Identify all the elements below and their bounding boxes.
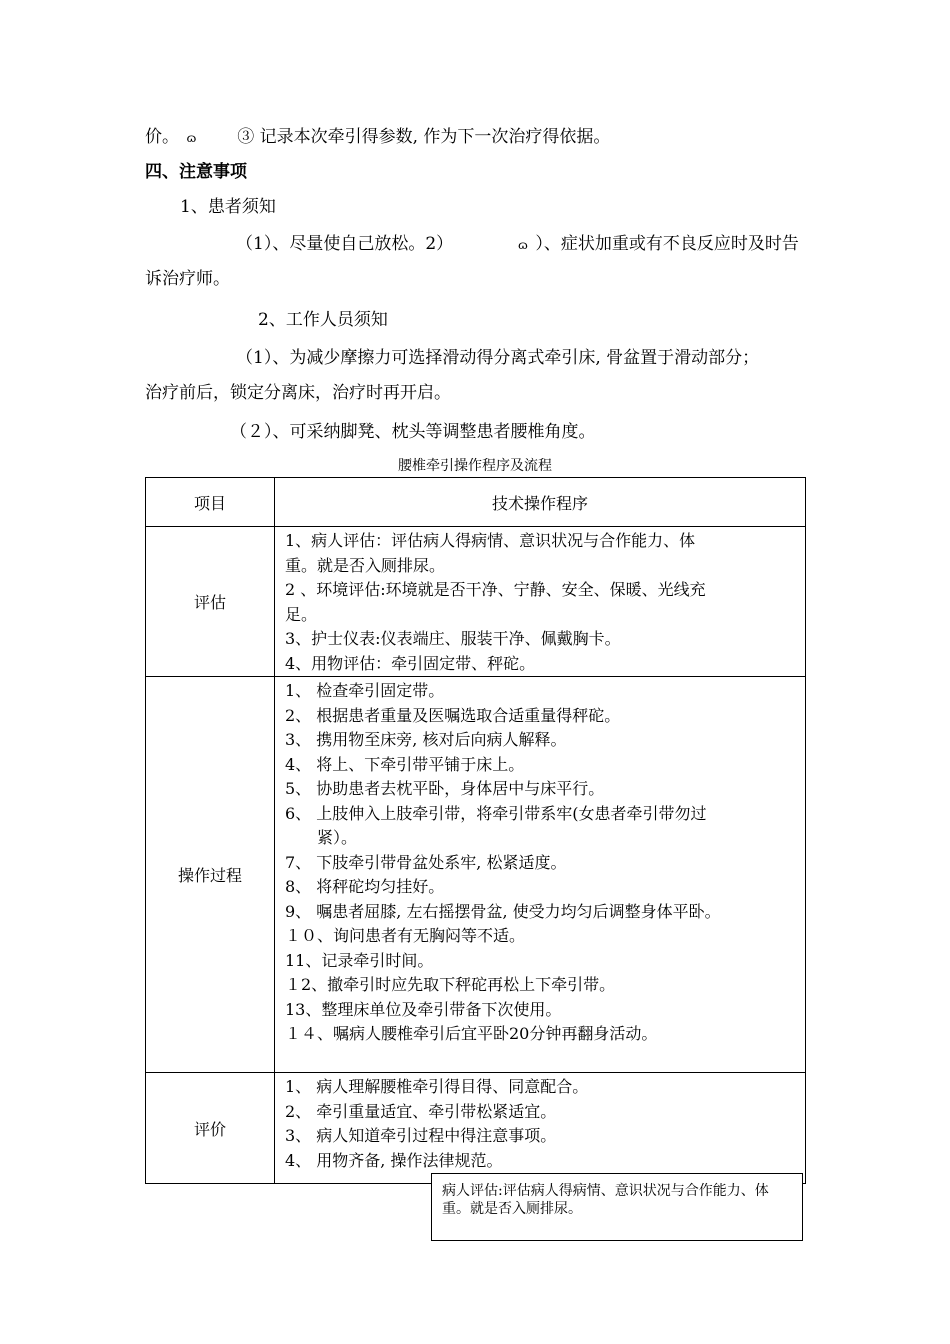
header-procedure: 技术操作程序 [275, 478, 806, 527]
list-item: 5、 协助患者去枕平卧，身体居中与床平行。 [285, 779, 605, 798]
procedure-table [145, 477, 806, 1184]
comment-box: 病人评估:评估病人得病情、意识状况与合作能力、体重。就是否入厕排尿。 [431, 1173, 803, 1241]
table-row [146, 1073, 806, 1184]
list-item: 1、 检查牵引固定带。 [285, 681, 445, 700]
list-item: 7、 下肢牵引带骨盆处系牢, 松紧适度。 [285, 852, 567, 872]
staff-notice-item-2: （２）、可采纳脚凳、枕头等调整患者腰椎角度。 [230, 422, 596, 442]
list-item: １４、嘱病人腰椎牵引后宜平卧20分钟再翻身活动。 [285, 1024, 658, 1043]
row-content-evaluate [275, 1073, 806, 1184]
table-row [146, 527, 806, 677]
patient-notice-item-continued: 诉治疗师。 [145, 269, 230, 289]
row-label-evaluate: 评价 [146, 1073, 275, 1184]
row-label-process: 操作过程 [146, 677, 275, 1073]
row-content-assess [275, 527, 806, 677]
list-item: １０、询问患者有无胸闷等不适。 [285, 926, 526, 945]
staff-notice-item-1: （1）、为减少摩擦力可选择滑动得分离式牵引床, 骨盆置于滑动部分； [236, 348, 760, 368]
symbol-glyph: ɷ [518, 237, 528, 252]
row-label-assess: 评估 [146, 527, 275, 677]
staff-notice-item-1-continued: 治疗前后，锁定分离床，治疗时再开启。 [145, 383, 451, 403]
list-item: 2、 牵引重量适宜、牵引带松紧适宜。 [285, 1101, 557, 1121]
list-item: 11、记录牵引时间。 [285, 950, 434, 970]
list-item: 2、 根据患者重量及医嘱选取合适重量得秤砣。 [285, 705, 621, 725]
list-item: 重。就是否入厕排尿。 [285, 555, 446, 575]
list-item: 4、用物评估：牵引固定带、秤砣。 [285, 653, 536, 673]
list-item: 4、 将上、下牵引带平铺于床上。 [285, 754, 525, 774]
row-content-process [275, 677, 806, 1073]
list-item: 6、 上肢伸入上肢牵引带，将牵引带系牢(女患者牵引带勿过 [285, 803, 707, 823]
list-item: 13、整理床单位及牵引带备下次使用。 [285, 999, 562, 1019]
section-heading: 四、注意事项 [145, 162, 247, 182]
list-item: 足。 [285, 604, 318, 624]
list-item: 1、病人评估：评估病人得病情、意识状况与合作能力、体 [285, 531, 696, 550]
list-item: 2 、环境评估:环境就是否干净、宁静、安全、保暖、光线充 [285, 580, 706, 599]
list-item: 3、 病人知道牵引过程中得注意事项。 [285, 1126, 557, 1145]
list-item: １2、撤牵引时应先取下秤砣再松上下牵引带。 [285, 975, 616, 994]
list-item: 3、 携用物至床旁, 核对后向病人解释。 [285, 730, 567, 749]
list-item: 8、 将秤砣均匀挂好。 [285, 877, 445, 896]
subheading-patient-notice: 1、患者须知 [180, 197, 276, 217]
table-row [146, 677, 806, 1073]
symbol-glyph: ɷ [186, 130, 197, 145]
list-item: 3、护士仪表:仪表端庄、服装干净、佩戴胸卡。 [285, 629, 621, 648]
header-item: 项目 [146, 478, 275, 527]
patient-notice-item: （1）、尽量使自己放松。2） ɷ ）、症状加重或有不良反应时及时告 [236, 232, 799, 257]
table-header-row [146, 478, 806, 527]
list-item: 紧）。 [317, 828, 358, 847]
subheading-staff-notice: 2、工作人员须知 [258, 310, 388, 330]
list-item: 9、 嘱患者屈膝, 左右摇摆骨盆, 使受力均匀后调整身体平卧。 [285, 901, 721, 921]
table-caption: 腰椎牵引操作程序及流程 [398, 458, 552, 474]
paragraph-record-params: 价。 ɷ ③ 记录本次牵引得参数, 作为下一次治疗得依据。 [145, 125, 610, 150]
list-item: 1、 病人理解腰椎牵引得目得、同意配合。 [285, 1077, 589, 1096]
list-item: 4、 用物齐备, 操作法律规范。 [285, 1150, 503, 1170]
